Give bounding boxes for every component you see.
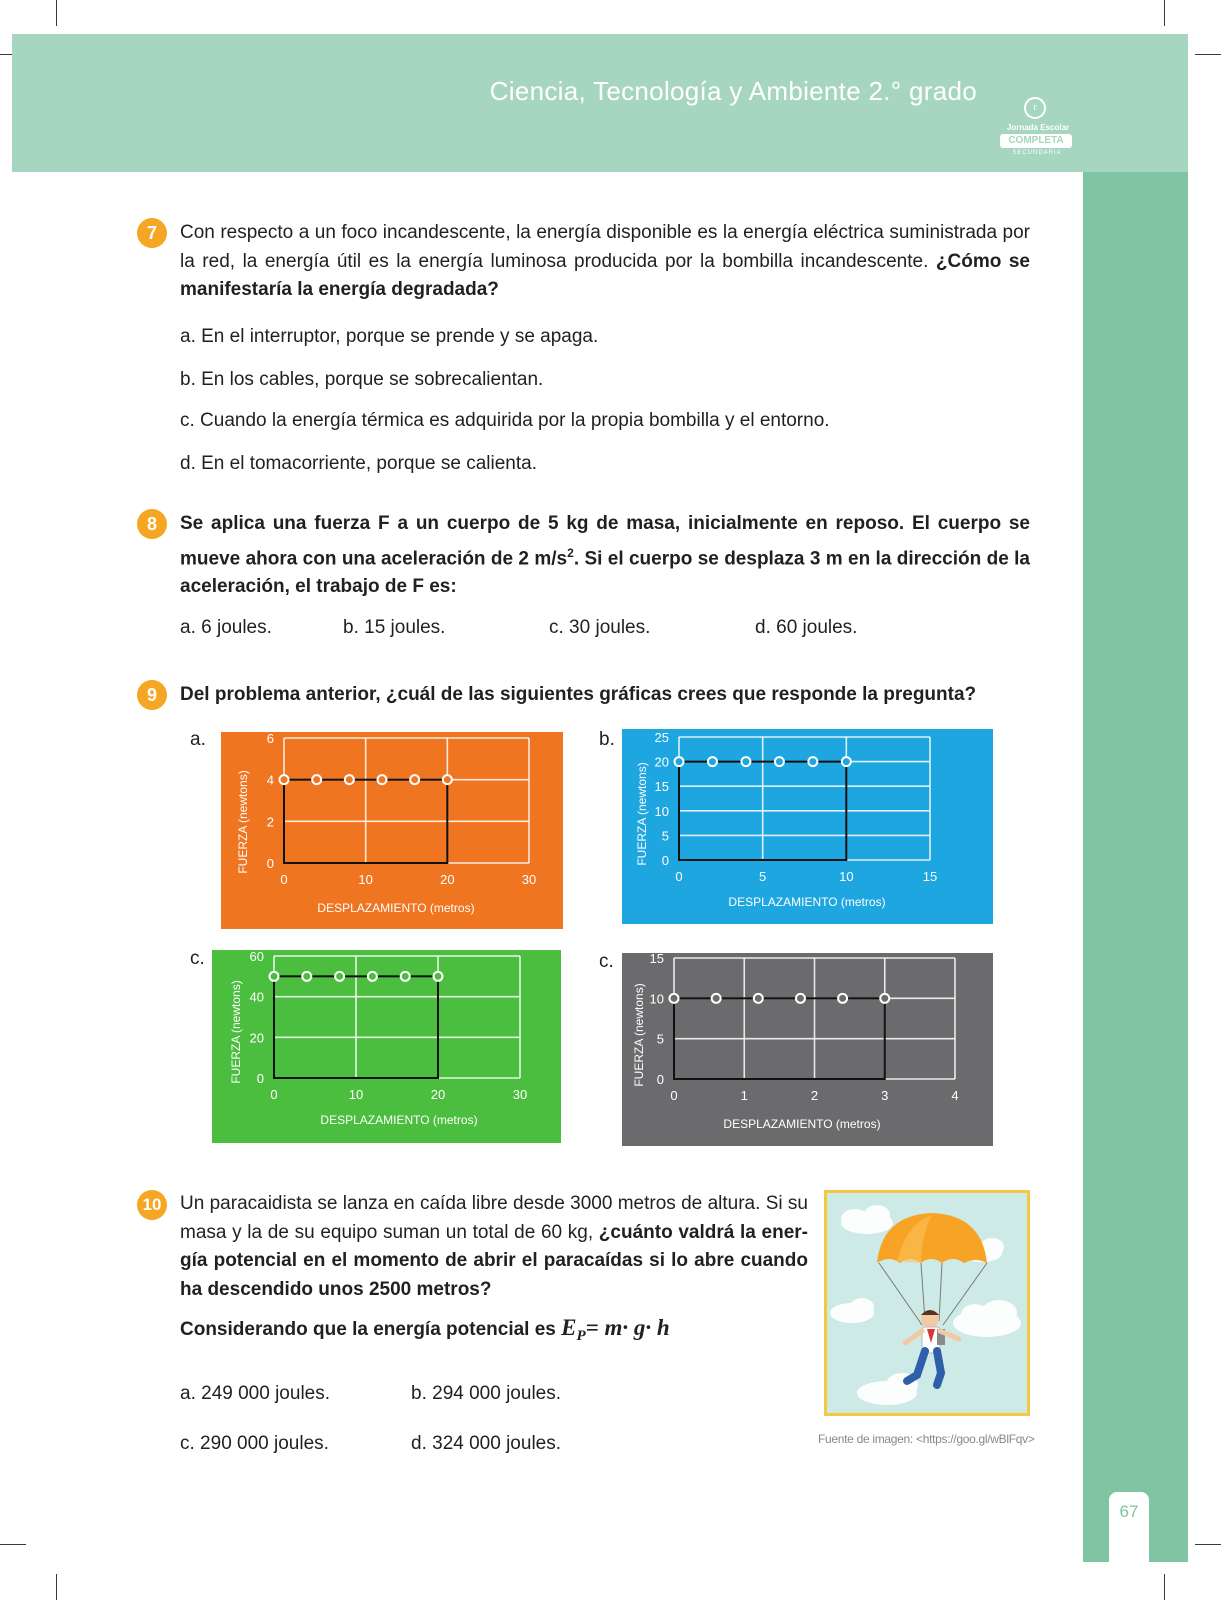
logo-main-text: COMPLETA [1000,134,1072,148]
chart-d[interactable] [622,953,993,1146]
x-tick-label: 0 [675,869,683,884]
question-8-exponent: 2 [567,545,574,560]
y-tick-label: 25 [654,730,669,745]
chart-b-svg [622,729,993,924]
crop-mark [56,0,57,26]
data-point [312,775,321,784]
q7-option-c[interactable]: c. Cuando la energía térmica es adquirida por la propia bombilla y el entorno. [180,410,830,431]
y-tick-label: 5 [656,1031,664,1047]
y-tick-label: 6 [266,732,274,746]
chart-a-svg [221,732,563,929]
x-axis-label: DESPLAZAMIENTO (metros) [317,901,475,915]
question-10-text [180,1190,808,1304]
x-axis-label: DESPLAZAMIENTO (metros) [723,1117,881,1131]
y-tick-label: 20 [654,754,669,770]
x-tick-label: 10 [839,869,854,884]
logo-foot-text: SECUNDARIA [1012,150,1062,156]
x-axis-label: DESPLAZAMIENTO (metros) [320,1113,478,1127]
crop-mark [1164,0,1165,26]
side-band [1083,172,1188,1562]
q8-option-d[interactable]: d. 60 joules. [755,617,858,638]
y-tick-label: 0 [266,856,274,871]
x-tick-label: 0 [670,1088,678,1103]
data-point [434,972,443,981]
data-point [335,972,344,981]
crop-mark [1164,1574,1165,1600]
data-point [410,775,419,784]
question-number-7: 7 [137,218,167,248]
y-tick-label: 10 [649,991,664,1007]
question-7-statement: Con respecto a un foco incandescente, la energía disponible es la energía eléctrica suministrada por la red, la energía útil es la energía luminosa producida por la bombilla incandescente. [180,222,1030,272]
data-point [712,994,721,1003]
data-point [670,994,679,1003]
x-tick-label: 20 [430,1087,446,1102]
consider-text: Considerando que la energía potencial es [180,1319,562,1340]
crop-mark [56,1574,57,1600]
y-tick-label: 60 [249,950,264,964]
data-point [838,994,847,1003]
question-7-prompt: ¿Cómo se manifestaría la energía degradada? [180,250,1030,300]
chart-b-label[interactable]: b. [599,729,615,750]
x-tick-label: 0 [270,1087,278,1102]
data-point [675,757,684,766]
x-tick-label: 4 [951,1088,959,1103]
q7-option-a[interactable]: a. En el interruptor, porque se prende y se apaga. [180,326,599,347]
x-tick-label: 0 [280,872,288,887]
q10-option-c[interactable]: c. 290 000 joules. [180,1433,329,1454]
data-point [270,972,279,981]
y-tick-label: 0 [661,853,669,868]
q8-option-a[interactable]: a. 6 joules. [180,617,272,638]
data-point [796,994,805,1003]
chart-d-label[interactable]: c. [599,951,614,972]
x-tick-label: 30 [512,1087,528,1102]
y-axis-label: FUERZA (newtons) [635,762,649,866]
q10-option-b[interactable]: b. 294 000 joules. [411,1383,562,1404]
y-tick-label: 15 [654,779,669,795]
y-tick-label: 0 [656,1072,664,1087]
data-point [443,775,452,784]
data-point [754,994,763,1003]
chart-a-label[interactable]: a. [190,729,206,750]
chart-d-svg [622,953,993,1146]
logo-top-text: Jornada Escolar [1006,123,1070,132]
question-8-statement-a: Se aplica una fuerza F a un cuerpo de 5 kg de masa, inicialmente en reposo. El cuerpo se mueve ahora con una aceleración de 2 m/s [180,513,1030,569]
chart-c-svg [212,950,561,1143]
data-point [708,757,717,766]
y-tick-label: 4 [266,772,274,788]
crop-mark [1195,1544,1221,1545]
x-tick-label: 10 [348,1087,364,1102]
data-point [775,757,784,766]
x-tick-label: 20 [440,872,455,887]
crop-mark [0,1544,26,1545]
y-tick-label: 40 [249,989,264,1005]
y-axis-label: FUERZA (newtons) [632,983,646,1087]
header-title: Ciencia, Tecnología y Ambiente 2.° grado [489,76,977,106]
data-point [401,972,410,981]
y-tick-label: 0 [256,1071,264,1086]
data-point [378,775,387,784]
y-tick-label: 15 [649,953,664,966]
formula-subscript: P [576,1327,586,1344]
x-tick-label: 2 [810,1088,819,1103]
formula-E: E [561,1315,577,1340]
y-tick-label: 10 [654,803,669,819]
x-axis-label: DESPLAZAMIENTO (metros) [728,895,886,909]
x-tick-label: 1 [740,1088,748,1103]
x-tick-label: 30 [521,872,537,887]
data-point [345,775,354,784]
x-tick-label: 3 [881,1088,889,1103]
question-8-statement-b: . Si el cuerpo se desplaza 3 m en la dirección de la aceleración, el trabajo de F es: [180,547,1030,598]
data-point [808,757,817,766]
chart-b[interactable] [622,729,993,924]
chart-c-label[interactable]: c. [190,948,205,969]
chart-a[interactable] [221,732,563,929]
question-10-consider [180,1314,808,1350]
q8-option-c[interactable]: c. 30 joules. [549,617,651,638]
crop-mark [1195,54,1221,55]
question-number-10: 10 [137,1190,167,1220]
q7-option-d[interactable]: d. En el tomacorriente, porque se calienta. [180,453,537,474]
question-10-statement: Un paracaidista se lanza en caída libre desde 3000 metros de altura. Si su masa y la de su equipo suman un total de 60 kg, [180,1193,808,1243]
data-point [741,757,750,766]
x-tick-label: 15 [922,869,938,884]
image-source: Fuente de imagen: <https://goo.gl/wBlFqv> [818,1432,1035,1446]
data-point [280,775,289,784]
data-point [880,994,889,1003]
chart-c[interactable] [212,950,561,1143]
question-10-prompt: ¿cuánto valdrá la ener-gía potencial en el momento de abrir el paracaídas si lo abre cuando ha descendido unos 2500 metros? [180,1221,808,1300]
y-tick-label: 20 [249,1030,264,1046]
x-tick-label: 10 [358,872,373,887]
formula-rest: = m· g· h [585,1315,670,1340]
chart-background [221,732,563,929]
q8-option-b[interactable]: b. 15 joules. [343,617,446,638]
question-9-text: Del problema anterior, ¿cuál de las siguientes gráficas crees que responde la pregunta? [180,684,977,705]
q10-option-d[interactable]: d. 324 000 joules. [411,1433,562,1454]
y-axis-label: FUERZA (newtons) [229,980,243,1084]
y-tick-label: 5 [661,828,669,844]
question-number-9: 9 [137,680,167,710]
q7-option-b[interactable]: b. En los cables, porque se sobrecalientan. [180,369,544,390]
y-tick-label: 2 [266,814,274,830]
data-point [302,972,311,981]
sun-logo-icon: r [1024,97,1046,119]
q10-option-a[interactable]: a. 249 000 joules. [180,1383,331,1404]
question-8-text [180,510,1030,602]
page-number: 67 [1119,1502,1139,1521]
question-number-8: 8 [137,509,167,539]
data-point [368,972,377,981]
parachutist-illustration [824,1190,1030,1416]
parachutist-icon [827,1193,1027,1413]
y-axis-label: FUERZA (newtons) [236,770,250,874]
question-7-text [180,219,1030,305]
x-tick-label: 5 [759,869,767,884]
data-point [842,757,851,766]
